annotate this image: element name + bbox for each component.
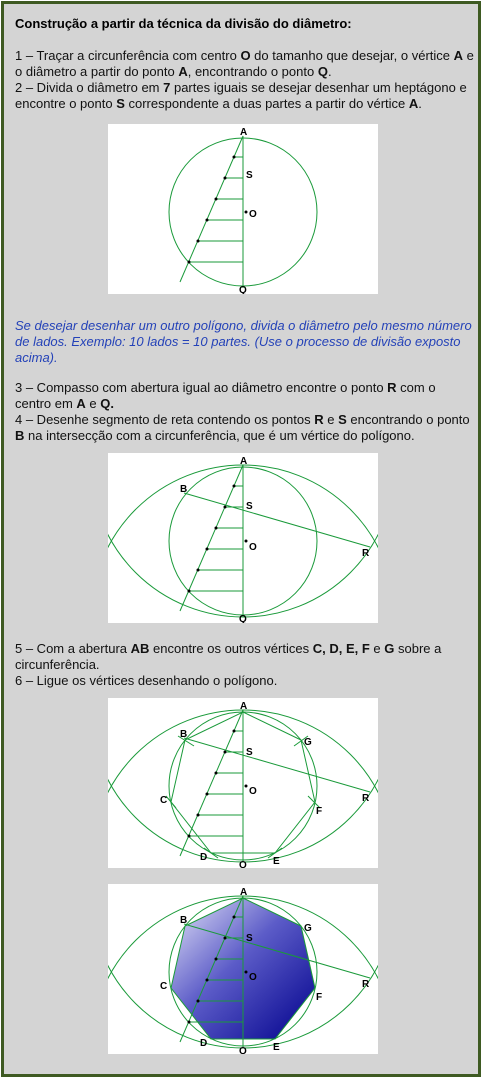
label-A: A <box>240 127 248 138</box>
figure-1-svg <box>108 124 378 294</box>
label-A: A <box>240 456 248 467</box>
step-3-4-text: 3 – Compasso com abertura igual ao diâmetro encontre o ponto R com o centro em A e Q. 4 – Desenhe segmento de reta contendo os pontos R e S encontrando o ponto B na intersecção com a circunferência, que é um vértice do polígono. <box>15 380 470 443</box>
label-G: G <box>304 923 312 934</box>
label-D: D <box>200 1038 208 1049</box>
step-1-2-text: 1 – Traçar a circunferência com centro O do tamanho que desejar, o vértice A e o diâmetro a partir do ponto A, encontrando o ponto Q. 2 – Divida o diâmetro em 7 partes iguais se desejar desenhar um heptágono e encontre o ponto S correspondente a duas partes a partir do vértice A. <box>15 48 474 111</box>
label-O: O <box>249 972 257 983</box>
label-S: S <box>246 170 253 181</box>
figure-step-3-4 <box>108 453 378 623</box>
label-E: E <box>273 1042 280 1053</box>
label-Q: Q <box>239 1046 247 1054</box>
label-A: A <box>240 887 248 898</box>
figure-step-6-polygon <box>108 884 378 1054</box>
label-B: B <box>180 484 188 495</box>
figure-step-5-vertices <box>108 698 378 868</box>
note-text: Se desejar desenhar um outro polígono, divida o diâmetro pelo mesmo número de lados. Exemplo: 10 lados = 10 partes. (Use o processo de divisão exposto acima). <box>15 318 472 365</box>
label-F: F <box>316 992 323 1003</box>
label-D: D <box>200 852 208 863</box>
label-G: G <box>304 737 312 748</box>
figure-step-1-2 <box>108 124 378 294</box>
label-C: C <box>160 981 168 992</box>
label-S: S <box>246 501 253 512</box>
label-Q: Q <box>239 285 247 294</box>
label-R: R <box>362 548 370 559</box>
label-R: R <box>362 793 370 804</box>
label-E: E <box>273 856 280 867</box>
label-C: C <box>160 795 168 806</box>
label-R: R <box>362 979 370 990</box>
step-5-6-text: 5 – Com a abertura AB encontre os outros vértices C, D, E, F e G sobre a circunferência. 6 – Ligue os vértices desenhando o polígono. <box>15 641 442 688</box>
page-title: Construção a partir da técnica da divisão do diâmetro: <box>15 16 352 31</box>
label-O: O <box>249 209 257 220</box>
label-B: B <box>180 729 188 740</box>
label-O: O <box>249 786 257 797</box>
label-Q: Q <box>239 860 247 868</box>
label-A: A <box>240 701 248 712</box>
figure-4-svg <box>108 884 378 1054</box>
label-Q: Q <box>239 614 247 623</box>
content-panel <box>1 1 481 1077</box>
label-O: O <box>249 542 257 553</box>
label-B: B <box>180 915 188 926</box>
label-F: F <box>316 806 323 817</box>
label-S: S <box>246 933 253 944</box>
label-S: S <box>246 747 253 758</box>
figure-3-svg <box>108 698 378 868</box>
figure-2-svg <box>108 453 378 623</box>
